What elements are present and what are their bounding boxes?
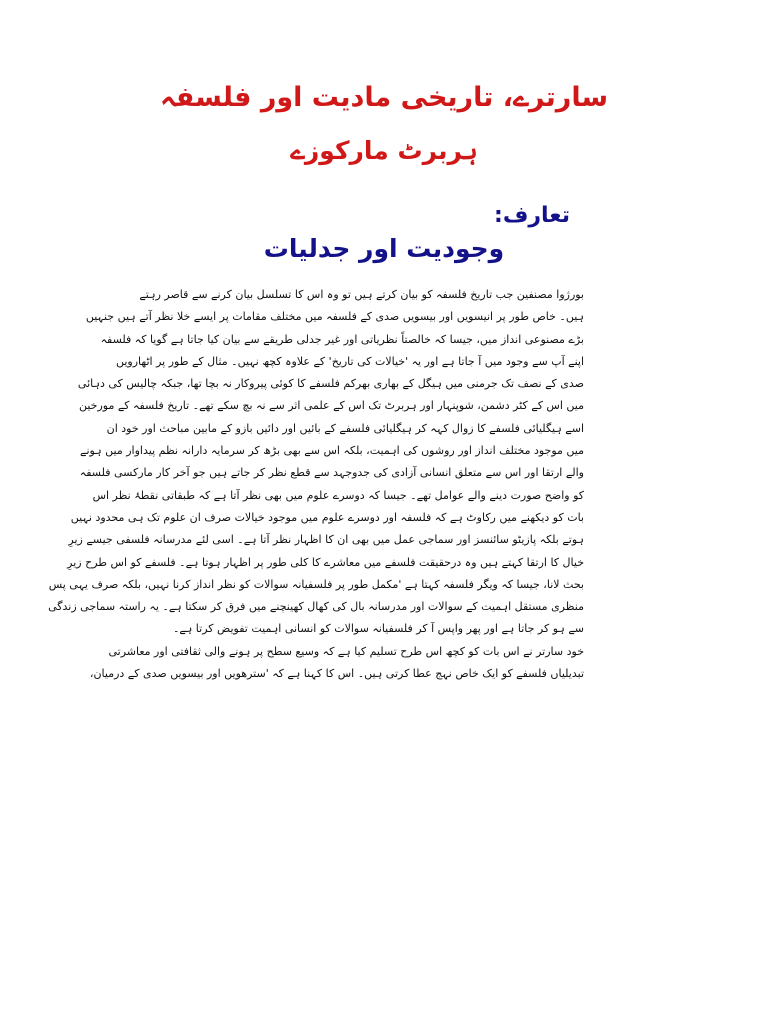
paragraph-line: سے ہو کر جاتا ہے اور پھر واپس آ کر فلسفیانہ سوالات کو انسانی اہمیت تفویض کرتا ہے۔ — [172, 622, 584, 636]
author-name: ہربرٹ مارکوزے — [290, 136, 478, 165]
paragraph-line: کو واضح صورت دینے والے عوامل تھے۔ جیسا کہ دوسرے علوم میں بھی نظر آتا ہے کہ طبقاتی نقطۂ نظر اس — [92, 488, 584, 502]
paragraph-line: تبدیلیاں فلسفے کو ایک خاص نہج عطا کرتی ہیں۔ اس کا کہنا ہے کہ 'سترھویں اور بیسویں صدی کے درمیان، — [89, 667, 584, 681]
paragraph-line: اسے ہیگلیائی فلسفے کا زوال کہہ کر ہیگلیائی فلسفے کے بائیں اور دائیں بازو کے مابین مباحث اور خود ان — [106, 421, 584, 435]
paragraph-line: بڑے مصنوعی انداز میں، جیسا کہ خالصتاً نظریاتی اور غیر جدلی طریقے سے بیان کیا جاتا ہے گویا کہ فلسفہ — [100, 332, 584, 346]
paragraph-line: والے ارتقا اور اس سے متعلق انسانی آزادی کی جدوجہد سے قطع نظر کر جاتے ہیں جو آخر کار مارکسی فلسفہ — [79, 466, 584, 480]
paragraph-line: بورژوا مصنفین جب تاریخ فلسفہ کو بیان کرتے ہیں تو وہ اس کا تسلسل بیان کرنے سے قاصر رہتے — [139, 288, 584, 301]
document-title: سارترے، تاریخی مادیت اور فلسفہ — [159, 82, 609, 113]
paragraph-line: خیال کا ارتقا کہتے ہیں وہ درحقیقت فلسفے میں معاشرے کا کلی طور پر اظہار ہوتا ہے۔ فلسفے کو اس طرح زیرِ — [67, 555, 584, 569]
paragraph-line: اپنے آپ سے وجود میں آ جاتا ہے اور یہ 'خیالات کی تاریخ' کے علاوہ کچھ نہیں۔ مثال کے طور پر اٹھارویں — [115, 354, 584, 368]
section-heading: وجودیت اور جدلیات — [263, 234, 505, 263]
paragraph-line: منظری مستقل اہمیت کے سوالات اور مدرسانہ بال کی کھال کھینچنے میں فرق کر سکتا ہے۔ یہ راستہ سماجی زندگی — [48, 600, 584, 614]
paragraph-line: صدی کے نصف تک جرمنی میں ہیگل کے بھاری بھرکم فلسفے کا کوئی پیروکار نہ بچا تھا، جبکہ چالیس کی دہائی — [77, 377, 584, 391]
paragraph-line: بحث لانا، جیسا کہ ویگر فلسفہ کہتا ہے 'مکمل طور پر فلسفیانہ سوالات کو نظر انداز کرنا نہیں، بلکہ صرف یہی پس — [48, 577, 584, 591]
body-text — [48, 284, 584, 685]
paragraph-line: ہیں۔ خاص طور پر انیسویں اور بیسویں صدی کے فلسفہ میں مختلف مقامات پر ایسے خلا نظر آتے ہیں جنہیں — [85, 310, 584, 324]
paragraph-line: بات کو دیکھنے میں رکاوٹ ہے کہ فلسفہ اور دوسرے علوم میں موجود خیالات صرف ان علوم تک ہی محدود نہیں — [70, 510, 584, 524]
section-label: تعارف: — [494, 203, 570, 228]
paragraph-line: خود سارتر نے اس بات کو کچھ اس طرح تسلیم کیا ہے کہ وسیع سطح پر ہونے والی ثقافتی اور معاشرتی — [108, 644, 584, 658]
paragraph-line: ہوتے بلکہ پازیٹو سائنسز اور سماجی عمل میں بھی ان کا اظہار نظر آتا ہے۔ اسی لئے مدرسانہ فلسفی جیسے زیرِ — [68, 533, 584, 547]
paragraph-line: میں اس کے کٹر دشمن، شوپنہار اور ہربرٹ تک اس کے علمی اثر سے نہ بچ سکے تھے۔ تاریخ فلسفہ کے مورخین — [78, 399, 584, 413]
paragraph-line: میں موجود مختلف انداز اور روشوں کی اہمیت، بلکہ اس سے بھی بڑھ کر سرمایہ دارانہ نظم پیداوار میں ہونے — [80, 444, 584, 458]
